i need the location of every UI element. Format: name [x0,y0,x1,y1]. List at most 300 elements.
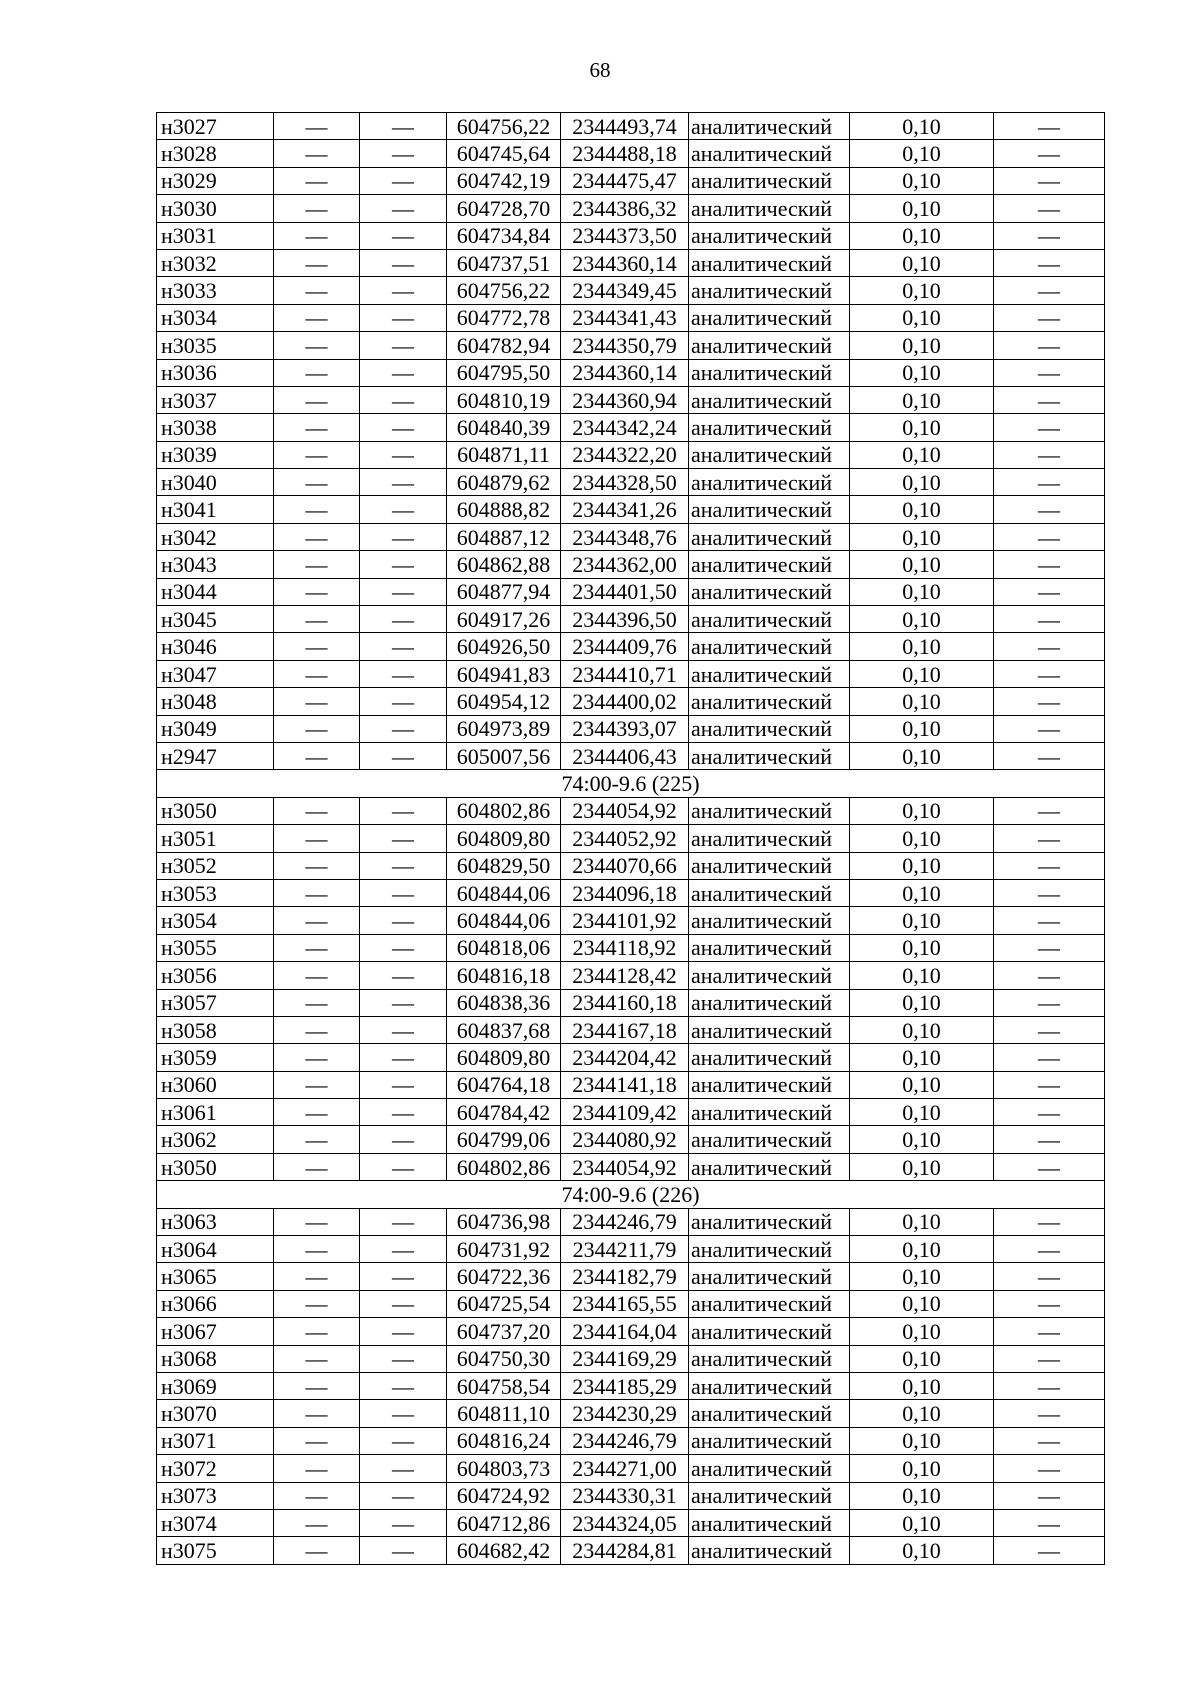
accuracy-cell: 0,10 [850,304,994,331]
method-cell: аналитический [689,1482,850,1509]
old-x-cell: — [274,1537,360,1564]
table-row [157,606,1105,633]
x-coordinate-cell: 604838,36 [447,989,561,1016]
method-cell: аналитический [689,797,850,824]
old-x-cell: — [274,606,360,633]
point-id-cell: н3041 [157,496,274,523]
table-row [157,1153,1105,1180]
description-cell: — [994,1482,1105,1509]
point-id-cell: н3056 [157,962,274,989]
y-coordinate-cell: 2344211,79 [561,1236,689,1263]
y-coordinate-cell: 2344322,20 [561,441,689,468]
accuracy-cell: 0,10 [850,113,994,140]
description-cell: — [994,195,1105,222]
y-coordinate-cell: 2344204,42 [561,1044,689,1071]
y-coordinate-cell: 2344109,42 [561,1099,689,1126]
description-cell: — [994,879,1105,906]
table-row [157,1099,1105,1126]
method-cell: аналитический [689,852,850,879]
description-cell: — [994,1537,1105,1564]
old-y-cell: — [360,167,447,194]
old-x-cell: — [274,332,360,359]
old-y-cell: — [360,797,447,824]
table-row [157,249,1105,276]
description-cell: — [994,1126,1105,1153]
old-y-cell: — [360,962,447,989]
old-y-cell: — [360,606,447,633]
old-y-cell: — [360,1263,447,1290]
old-x-cell: — [274,825,360,852]
x-coordinate-cell: 604758,54 [447,1372,561,1399]
x-coordinate-cell: 605007,56 [447,742,561,769]
old-y-cell: — [360,1345,447,1372]
old-x-cell: — [274,1263,360,1290]
table-row [157,825,1105,852]
x-coordinate-cell: 604802,86 [447,797,561,824]
accuracy-cell: 0,10 [850,1208,994,1235]
description-cell: — [994,386,1105,413]
old-x-cell: — [274,249,360,276]
old-x-cell: — [274,359,360,386]
table-row [157,742,1105,769]
accuracy-cell: 0,10 [850,907,994,934]
description-cell: — [994,633,1105,660]
old-y-cell: — [360,1016,447,1043]
method-cell: аналитический [689,304,850,331]
description-cell: — [994,523,1105,550]
old-y-cell: — [360,222,447,249]
x-coordinate-cell: 604810,19 [447,386,561,413]
x-coordinate-cell: 604816,18 [447,962,561,989]
point-id-cell: н3050 [157,1153,274,1180]
old-x-cell: — [274,1400,360,1427]
method-cell: аналитический [689,1126,850,1153]
point-id-cell: н3052 [157,852,274,879]
accuracy-cell: 0,10 [850,606,994,633]
accuracy-cell: 0,10 [850,140,994,167]
x-coordinate-cell: 604799,06 [447,1126,561,1153]
old-x-cell: — [274,1071,360,1098]
description-cell: — [994,1455,1105,1482]
old-x-cell: — [274,1099,360,1126]
description-cell: — [994,907,1105,934]
y-coordinate-cell: 2344406,43 [561,742,689,769]
table-row [157,1427,1105,1454]
point-id-cell: н3075 [157,1537,274,1564]
accuracy-cell: 0,10 [850,934,994,961]
old-x-cell: — [274,414,360,441]
method-cell: аналитический [689,1153,850,1180]
method-cell: аналитический [689,989,850,1016]
point-id-cell: н3070 [157,1400,274,1427]
old-y-cell: — [360,1400,447,1427]
description-cell: — [994,825,1105,852]
y-coordinate-cell: 2344164,04 [561,1318,689,1345]
y-coordinate-cell: 2344360,14 [561,359,689,386]
accuracy-cell: 0,10 [850,1455,994,1482]
description-cell: — [994,441,1105,468]
method-cell: аналитический [689,1099,850,1126]
description-cell: — [994,688,1105,715]
point-id-cell: н3064 [157,1236,274,1263]
description-cell: — [994,113,1105,140]
accuracy-cell: 0,10 [850,222,994,249]
method-cell: аналитический [689,633,850,660]
y-coordinate-cell: 2344409,76 [561,633,689,660]
old-x-cell: — [274,578,360,605]
description-cell: — [994,1016,1105,1043]
accuracy-cell: 0,10 [850,1290,994,1317]
method-cell: аналитический [689,1016,850,1043]
description-cell: — [994,797,1105,824]
accuracy-cell: 0,10 [850,1016,994,1043]
old-y-cell: — [360,578,447,605]
old-x-cell: — [274,989,360,1016]
point-id-cell: н3053 [157,879,274,906]
method-cell: аналитический [689,1208,850,1235]
x-coordinate-cell: 604803,73 [447,1455,561,1482]
y-coordinate-cell: 2344360,94 [561,386,689,413]
table-row [157,879,1105,906]
accuracy-cell: 0,10 [850,825,994,852]
x-coordinate-cell: 604973,89 [447,715,561,742]
method-cell: аналитический [689,1290,850,1317]
description-cell: — [994,1427,1105,1454]
point-id-cell: н3035 [157,332,274,359]
old-y-cell: — [360,633,447,660]
old-y-cell: — [360,441,447,468]
section-title: 74:00-9.6 (226) [157,1181,1105,1208]
old-x-cell: — [274,1126,360,1153]
accuracy-cell: 0,10 [850,797,994,824]
table-row [157,989,1105,1016]
table-row [157,359,1105,386]
description-cell: — [994,249,1105,276]
accuracy-cell: 0,10 [850,715,994,742]
table-row [157,715,1105,742]
accuracy-cell: 0,10 [850,441,994,468]
old-x-cell: — [274,1509,360,1536]
old-y-cell: — [360,1482,447,1509]
point-id-cell: н3033 [157,277,274,304]
table-row [157,1345,1105,1372]
table-row [157,414,1105,441]
old-y-cell: — [360,1509,447,1536]
table-row [157,1372,1105,1399]
y-coordinate-cell: 2344349,45 [561,277,689,304]
y-coordinate-cell: 2344118,92 [561,934,689,961]
old-y-cell: — [360,907,447,934]
x-coordinate-cell: 604725,54 [447,1290,561,1317]
accuracy-cell: 0,10 [850,1044,994,1071]
old-y-cell: — [360,989,447,1016]
page-number: 68 [589,58,611,82]
x-coordinate-cell: 604941,83 [447,660,561,687]
point-id-cell: н3048 [157,688,274,715]
description-cell: — [994,852,1105,879]
point-id-cell: н3074 [157,1509,274,1536]
description-cell: — [994,1372,1105,1399]
old-x-cell: — [274,167,360,194]
old-y-cell: — [360,386,447,413]
old-x-cell: — [274,1427,360,1454]
point-id-cell: н3038 [157,414,274,441]
y-coordinate-cell: 2344182,79 [561,1263,689,1290]
accuracy-cell: 0,10 [850,1236,994,1263]
y-coordinate-cell: 2344330,31 [561,1482,689,1509]
method-cell: аналитический [689,332,850,359]
old-x-cell: — [274,1236,360,1263]
y-coordinate-cell: 2344386,32 [561,195,689,222]
accuracy-cell: 0,10 [850,167,994,194]
description-cell: — [994,606,1105,633]
old-x-cell: — [274,797,360,824]
old-x-cell: — [274,1153,360,1180]
old-y-cell: — [360,523,447,550]
old-x-cell: — [274,277,360,304]
accuracy-cell: 0,10 [850,277,994,304]
point-id-cell: н3055 [157,934,274,961]
method-cell: аналитический [689,1345,850,1372]
old-y-cell: — [360,825,447,852]
accuracy-cell: 0,10 [850,1126,994,1153]
y-coordinate-cell: 2344393,07 [561,715,689,742]
accuracy-cell: 0,10 [850,578,994,605]
accuracy-cell: 0,10 [850,195,994,222]
y-coordinate-cell: 2344324,05 [561,1509,689,1536]
x-coordinate-cell: 604844,06 [447,907,561,934]
accuracy-cell: 0,10 [850,962,994,989]
accuracy-cell: 0,10 [850,551,994,578]
description-cell: — [994,934,1105,961]
accuracy-cell: 0,10 [850,1099,994,1126]
table-row [157,1537,1105,1564]
description-cell: — [994,496,1105,523]
point-id-cell: н3043 [157,551,274,578]
y-coordinate-cell: 2344341,26 [561,496,689,523]
old-x-cell: — [274,1345,360,1372]
method-cell: аналитический [689,414,850,441]
x-coordinate-cell: 604782,94 [447,332,561,359]
accuracy-cell: 0,10 [850,1318,994,1345]
point-id-cell: н3057 [157,989,274,1016]
method-cell: аналитический [689,907,850,934]
point-id-cell: н3067 [157,1318,274,1345]
method-cell: аналитический [689,386,850,413]
y-coordinate-cell: 2344167,18 [561,1016,689,1043]
x-coordinate-cell: 604750,30 [447,1345,561,1372]
table-row [157,332,1105,359]
accuracy-cell: 0,10 [850,1345,994,1372]
method-cell: аналитический [689,1509,850,1536]
old-x-cell: — [274,1372,360,1399]
table-row [157,551,1105,578]
old-y-cell: — [360,688,447,715]
y-coordinate-cell: 2344284,81 [561,1537,689,1564]
y-coordinate-cell: 2344271,00 [561,1455,689,1482]
point-id-cell: н3066 [157,1290,274,1317]
method-cell: аналитический [689,742,850,769]
old-y-cell: — [360,1099,447,1126]
x-coordinate-cell: 604954,12 [447,688,561,715]
table-row [157,852,1105,879]
x-coordinate-cell: 604840,39 [447,414,561,441]
point-id-cell: н3032 [157,249,274,276]
table-row [157,962,1105,989]
x-coordinate-cell: 604682,42 [447,1537,561,1564]
point-id-cell: н3061 [157,1099,274,1126]
old-y-cell: — [360,1290,447,1317]
x-coordinate-cell: 604724,92 [447,1482,561,1509]
description-cell: — [994,715,1105,742]
y-coordinate-cell: 2344410,71 [561,660,689,687]
old-y-cell: — [360,195,447,222]
description-cell: — [994,1044,1105,1071]
x-coordinate-cell: 604926,50 [447,633,561,660]
y-coordinate-cell: 2344400,02 [561,688,689,715]
description-cell: — [994,1153,1105,1180]
x-coordinate-cell: 604736,98 [447,1208,561,1235]
old-y-cell: — [360,359,447,386]
y-coordinate-cell: 2344396,50 [561,606,689,633]
table-row [157,907,1105,934]
accuracy-cell: 0,10 [850,879,994,906]
y-coordinate-cell: 2344246,79 [561,1208,689,1235]
y-coordinate-cell: 2344348,76 [561,523,689,550]
point-id-cell: н3045 [157,606,274,633]
x-coordinate-cell: 604829,50 [447,852,561,879]
old-y-cell: — [360,1537,447,1564]
method-cell: аналитический [689,469,850,496]
point-id-cell: н3028 [157,140,274,167]
table-row [157,167,1105,194]
accuracy-cell: 0,10 [850,469,994,496]
point-id-cell: н3054 [157,907,274,934]
point-id-cell: н3049 [157,715,274,742]
x-coordinate-cell: 604809,80 [447,1044,561,1071]
method-cell: аналитический [689,195,850,222]
accuracy-cell: 0,10 [850,386,994,413]
old-y-cell: — [360,1318,447,1345]
y-coordinate-cell: 2344141,18 [561,1071,689,1098]
point-id-cell: н3068 [157,1345,274,1372]
y-coordinate-cell: 2344373,50 [561,222,689,249]
y-coordinate-cell: 2344360,14 [561,249,689,276]
x-coordinate-cell: 604862,88 [447,551,561,578]
section-header-row [157,770,1105,797]
y-coordinate-cell: 2344185,29 [561,1372,689,1399]
old-y-cell: — [360,469,447,496]
table-row [157,1482,1105,1509]
point-id-cell: н3040 [157,469,274,496]
method-cell: аналитический [689,962,850,989]
old-y-cell: — [360,1455,447,1482]
y-coordinate-cell: 2344493,74 [561,113,689,140]
x-coordinate-cell: 604879,62 [447,469,561,496]
method-cell: аналитический [689,1044,850,1071]
description-cell: — [994,414,1105,441]
method-cell: аналитический [689,496,850,523]
method-cell: аналитический [689,1236,850,1263]
accuracy-cell: 0,10 [850,660,994,687]
old-x-cell: — [274,688,360,715]
method-cell: аналитический [689,934,850,961]
old-x-cell: — [274,934,360,961]
old-y-cell: — [360,304,447,331]
section-header-row [157,1181,1105,1208]
y-coordinate-cell: 2344362,00 [561,551,689,578]
description-cell: — [994,1345,1105,1372]
table-row [157,222,1105,249]
accuracy-cell: 0,10 [850,1153,994,1180]
description-cell: — [994,1318,1105,1345]
table-row [157,1455,1105,1482]
description-cell: — [994,304,1105,331]
old-y-cell: — [360,1236,447,1263]
point-id-cell: н3050 [157,797,274,824]
table-row [157,1400,1105,1427]
accuracy-cell: 0,10 [850,496,994,523]
y-coordinate-cell: 2344101,92 [561,907,689,934]
accuracy-cell: 0,10 [850,1509,994,1536]
point-id-cell: н3072 [157,1455,274,1482]
x-coordinate-cell: 604722,36 [447,1263,561,1290]
method-cell: аналитический [689,551,850,578]
table-row [157,1044,1105,1071]
point-id-cell: н3060 [157,1071,274,1098]
point-id-cell: н3059 [157,1044,274,1071]
point-id-cell: н3065 [157,1263,274,1290]
method-cell: аналитический [689,1071,850,1098]
old-y-cell: — [360,742,447,769]
method-cell: аналитический [689,1537,850,1564]
method-cell: аналитический [689,825,850,852]
old-x-cell: — [274,660,360,687]
old-x-cell: — [274,1208,360,1235]
old-x-cell: — [274,469,360,496]
table-row [157,1509,1105,1536]
y-coordinate-cell: 2344475,47 [561,167,689,194]
x-coordinate-cell: 604871,11 [447,441,561,468]
old-x-cell: — [274,1016,360,1043]
description-cell: — [994,1236,1105,1263]
x-coordinate-cell: 604818,06 [447,934,561,961]
accuracy-cell: 0,10 [850,633,994,660]
point-id-cell: н3036 [157,359,274,386]
point-id-cell: н3069 [157,1372,274,1399]
point-id-cell: н3031 [157,222,274,249]
table-row [157,1236,1105,1263]
accuracy-cell: 0,10 [850,1071,994,1098]
old-y-cell: — [360,277,447,304]
y-coordinate-cell: 2344488,18 [561,140,689,167]
table-row [157,1126,1105,1153]
old-y-cell: — [360,852,447,879]
y-coordinate-cell: 2344070,66 [561,852,689,879]
accuracy-cell: 0,10 [850,989,994,1016]
old-y-cell: — [360,249,447,276]
old-y-cell: — [360,1153,447,1180]
point-id-cell: н3051 [157,825,274,852]
method-cell: аналитический [689,167,850,194]
description-cell: — [994,1509,1105,1536]
y-coordinate-cell: 2344165,55 [561,1290,689,1317]
x-coordinate-cell: 604712,86 [447,1509,561,1536]
method-cell: аналитический [689,1455,850,1482]
accuracy-cell: 0,10 [850,1400,994,1427]
y-coordinate-cell: 2344401,50 [561,578,689,605]
description-cell: — [994,1263,1105,1290]
